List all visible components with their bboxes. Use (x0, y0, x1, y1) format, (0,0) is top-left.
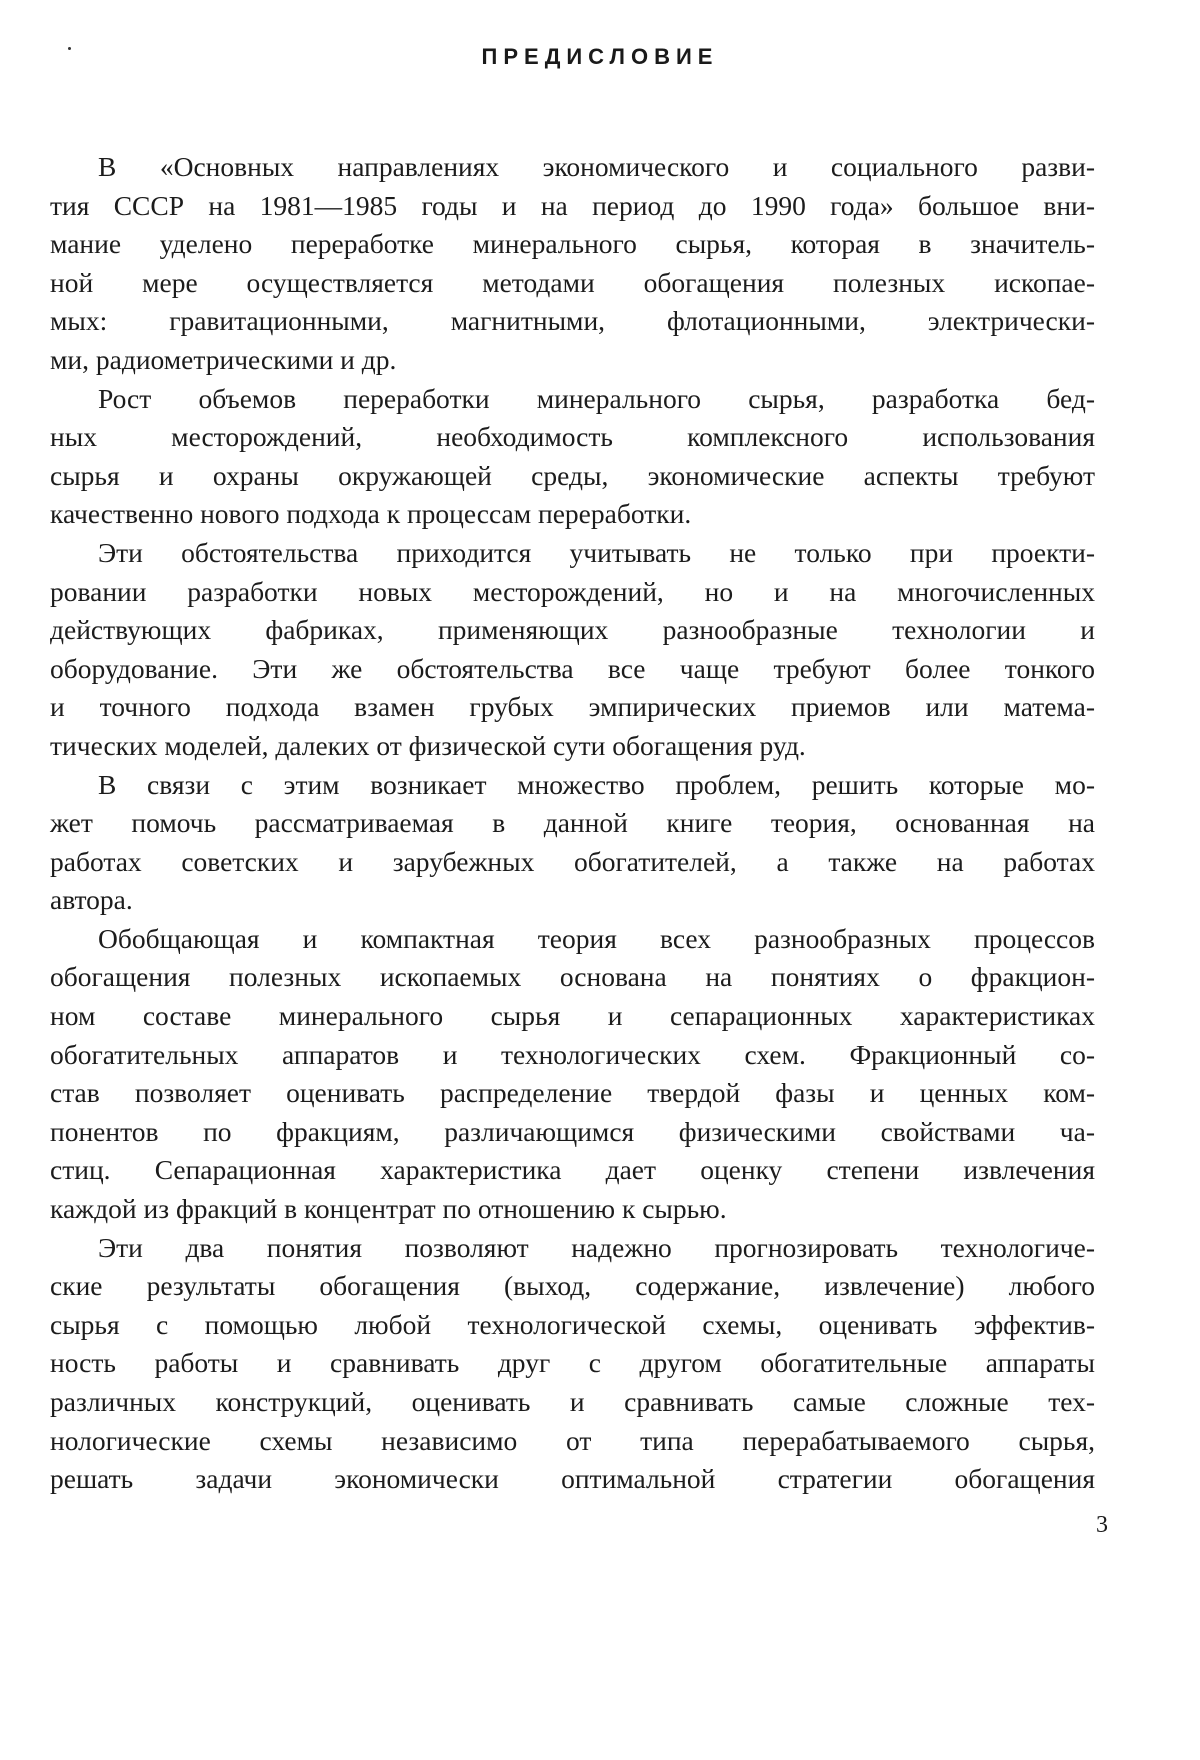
text-line: мых: гравитационными, магнитными, флотационными, электрически- (50, 305, 1095, 337)
text-line: сырья и охраны окружающей среды, экономические аспекты требуют (50, 459, 1095, 491)
text-line: нологические схемы независимо от типа перерабатываемого сырья, (50, 1424, 1095, 1456)
page-number: 3 (1096, 1512, 1108, 1538)
text-line: ном составе минерального сырья и сепарационных характеристиках (50, 1000, 1095, 1032)
text-line: действующих фабриках, применяющих разнообразные технологии и (50, 614, 1095, 646)
text-line: Обобщающая и компактная теория всех разнообразных процессов (98, 922, 1095, 954)
text-line: Эти обстоятельства приходится учитывать не только при проекти- (98, 536, 1095, 568)
text-line: В «Основных направлениях экономического и социального разви- (98, 151, 1095, 182)
text-line: обогатительных аппаратов и технологических схем. Фракционный со- (50, 1038, 1095, 1070)
text-line: оборудование. Эти же обстоятельства все чаще требуют более тонкого (50, 652, 1095, 684)
text-line: ность работы и сравнивать друг с другом обогатительные аппараты (50, 1347, 1095, 1379)
text-line: В связи с этим возникает множество проблем, решить которые мо- (98, 768, 1095, 800)
text-line: тия СССР на 1981—1985 годы и на период до 1990 года» большое вни- (50, 189, 1095, 221)
text-line: стиц. Сепарационная характеристика дает оценку степени извлечения (50, 1154, 1095, 1186)
text-line: жет помочь рассматриваемая в данной книге теория, основанная на (50, 807, 1095, 839)
text-line: автора. (50, 884, 133, 916)
text-line: ровании разработки новых месторождений, но и на многочисленных (50, 575, 1095, 607)
text-line: различных конструкций, оценивать и сравнивать самые сложные тех- (50, 1386, 1095, 1417)
text-line: став позволяет оценивать распределение твердой фазы и ценных ком- (50, 1077, 1095, 1109)
text-line: тических моделей, далеких от физической сути обогащения руд. (50, 729, 806, 761)
text-line: Эти два понятия позволяют надежно прогнозировать технологиче- (98, 1231, 1095, 1263)
page-title: ПРЕДИСЛОВИЕ (481, 44, 719, 69)
text-line: ми, радиометрическими и др. (50, 343, 397, 375)
text-line: понентов по фракциям, различающимся физическими свойствами ча- (50, 1115, 1095, 1147)
text-line: мание уделено переработке минерального сырья, которая в значитель- (50, 228, 1095, 260)
text-line: ной мере осуществляется методами обогащения полезных ископае- (50, 266, 1095, 298)
text-line: решать задачи экономически оптимальной стратегии обогащения (50, 1463, 1095, 1495)
text-line: и точного подхода взамен грубых эмпирических приемов или матема- (50, 691, 1095, 723)
text-line: ские результаты обогащения (выход, содержание, извлечение) любого (50, 1270, 1095, 1302)
text-line: каждой из фракций в концентрат по отношению к сырью. (50, 1193, 727, 1225)
body-text (50, 148, 1095, 1499)
text-line: обогащения полезных ископаемых основана на понятиях о фракцион- (50, 961, 1095, 993)
text-line: Рост объемов переработки минерального сырья, разработка бед- (98, 382, 1095, 414)
text-line: качественно нового подхода к процессам переработки. (50, 498, 692, 530)
text-line: ных месторождений, необходимость комплексного использования (50, 421, 1095, 453)
text-line: сырья с помощью любой технологической схемы, оценивать эффектив- (50, 1308, 1095, 1340)
text-line: работах советских и зарубежных обогатителей, а также на работах (50, 845, 1095, 877)
